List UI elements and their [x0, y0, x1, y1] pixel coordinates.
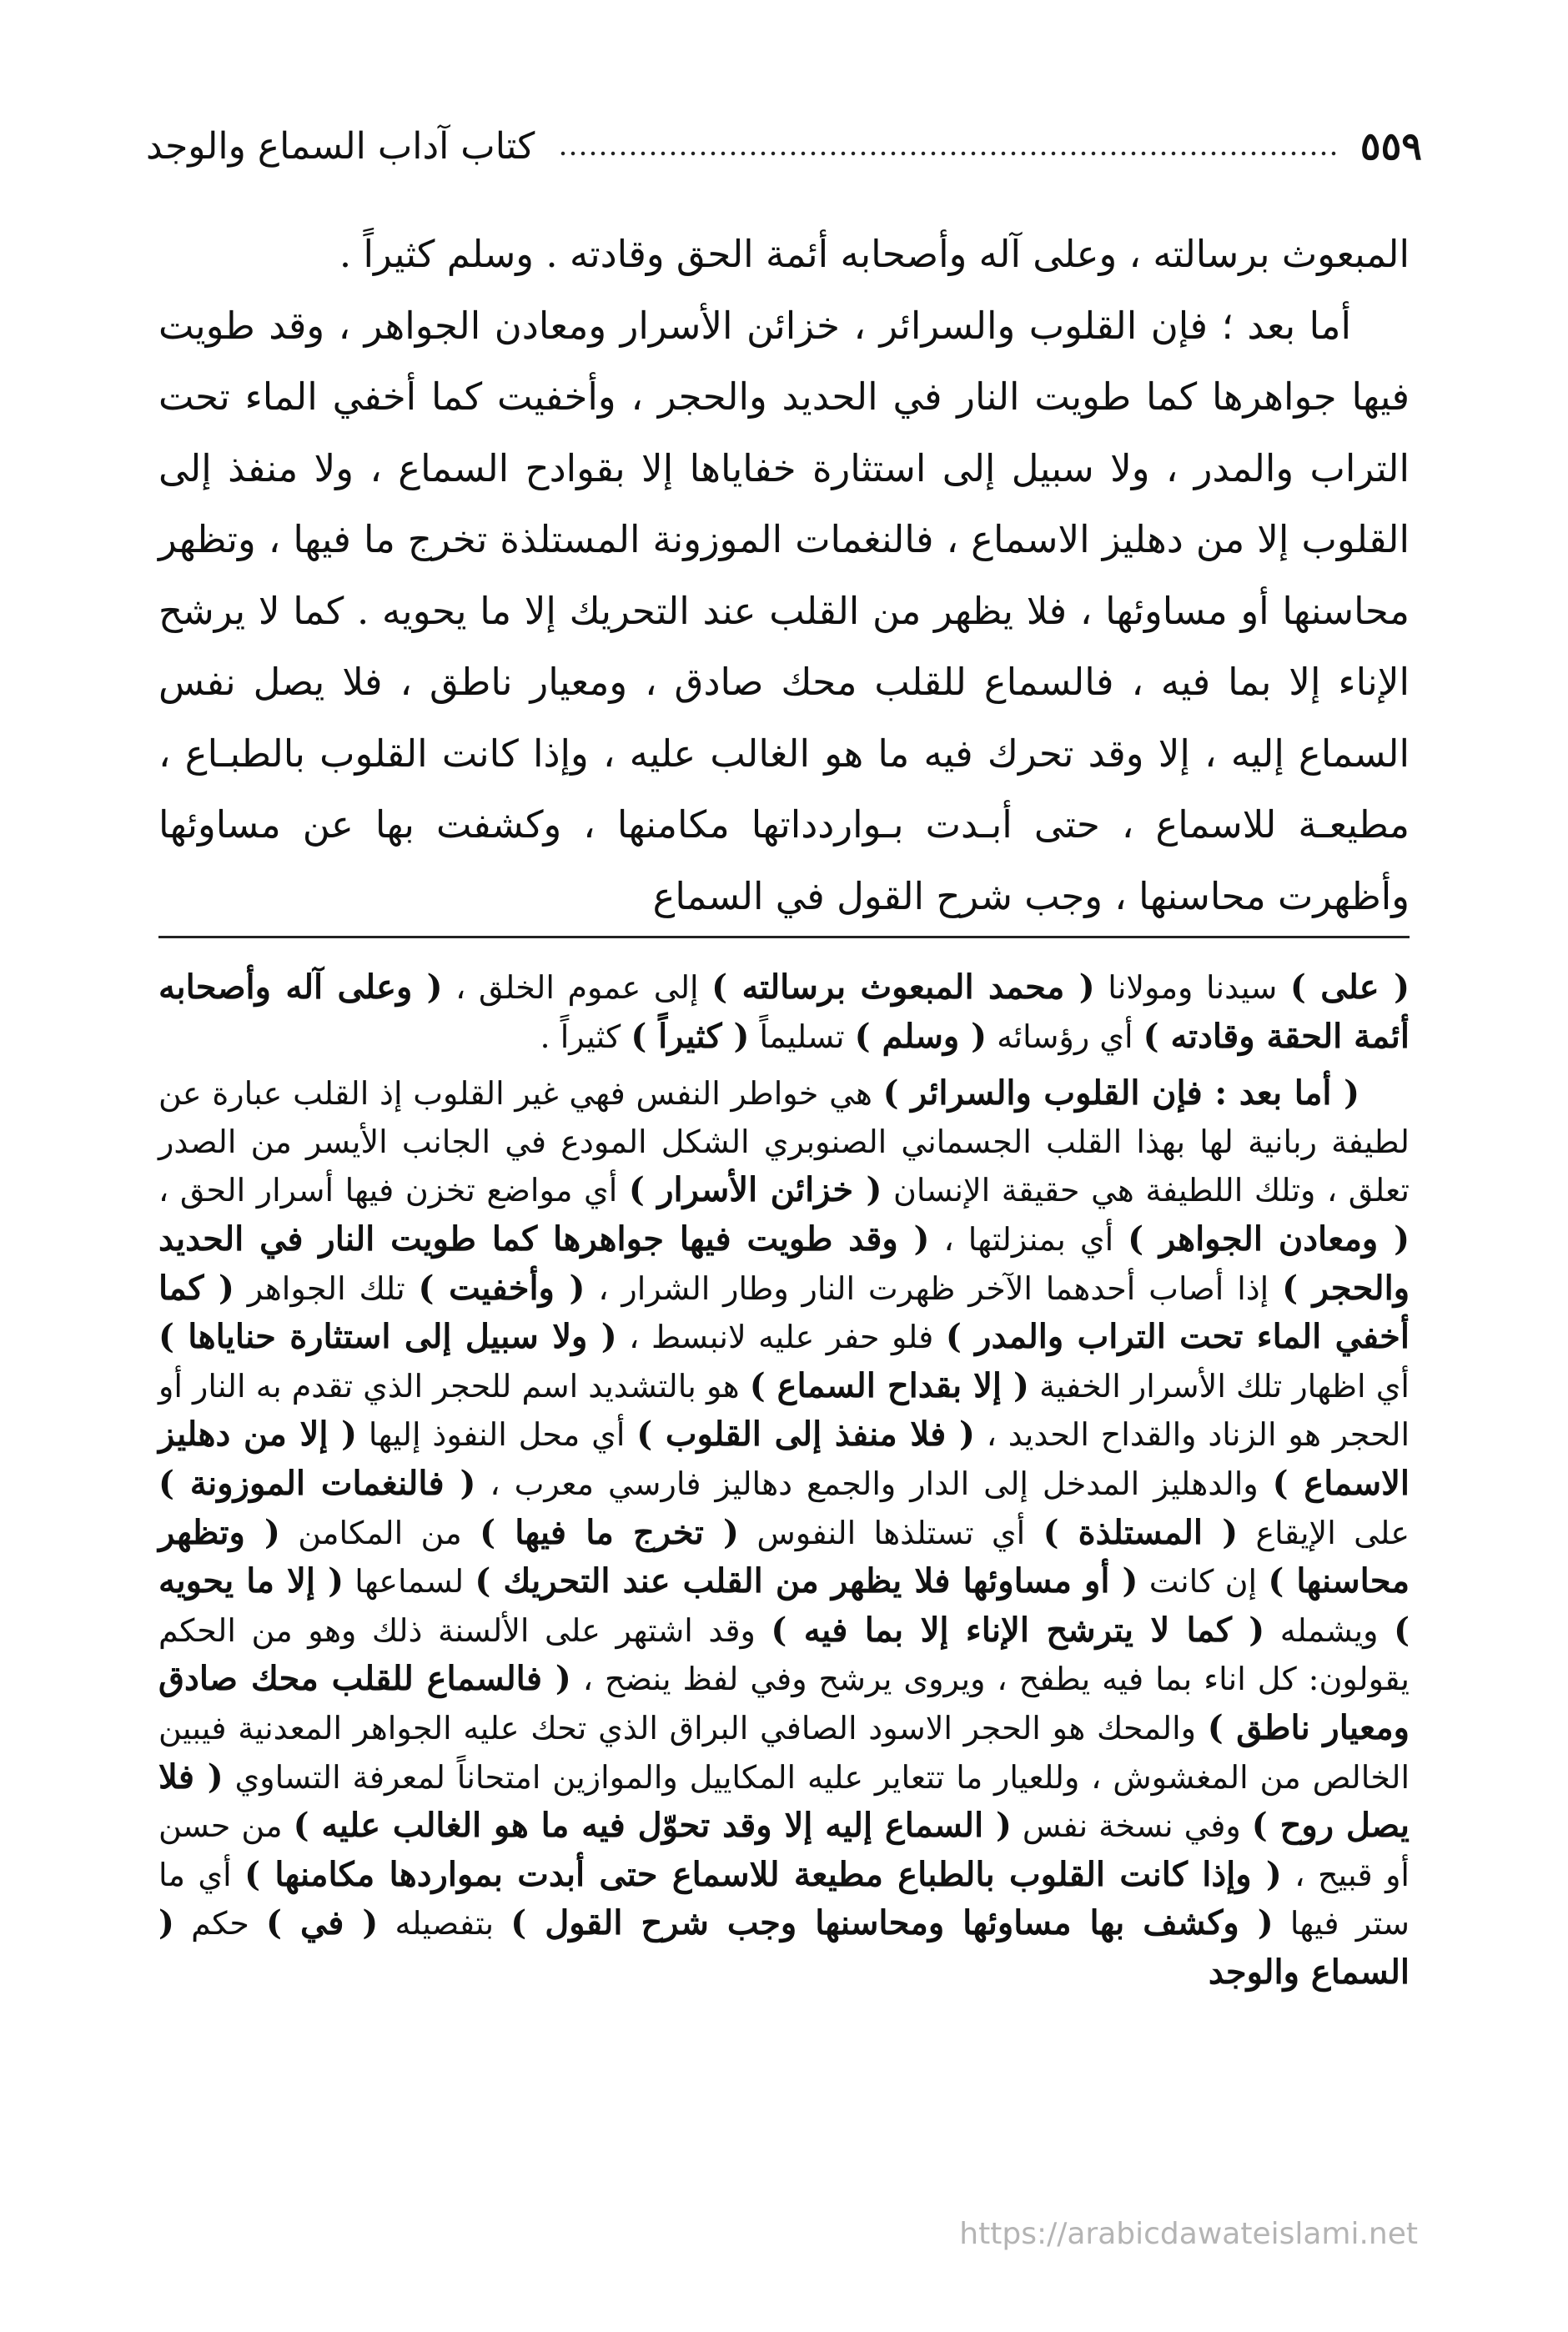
quoted-text: ( خزائن الأسرار ) — [628, 1170, 882, 1210]
commentary-text: هي خواطر النفس فهي غير القلوب إذ القلب عبارة عن لطيفة ربانية لها بهذا القلب الجسماني الصنوبري الشكل المودع في الجانب الأيسر من الصدر تعلق ، وتلك اللطيفة هي حقيقة الإنسان — [158, 1075, 1410, 1209]
commentary-text: أي بمنزلتها ، — [929, 1220, 1128, 1258]
commentary-text: ويشمله — [1264, 1611, 1395, 1649]
quoted-text: ( وأخفيت ) — [418, 1268, 585, 1308]
commentary-text: والمحك هو الحجر الاسود الصافي البراق الذي تحك عليه الجواهر المعدنية فيبين الخالص من المغشوش ، وللعيار ما تتعاير عليه المكاييل والموازين امتحاناً لمعرفة التساوي — [158, 1709, 1410, 1796]
quoted-text: ( تخرج ما فيها ) — [480, 1512, 739, 1552]
quoted-text: ( وكشف بها مساوئها ومحاسنها وجب شرح القول ) — [510, 1903, 1274, 1943]
commentary-text: أي محل النفوذ إليها — [357, 1416, 637, 1454]
commentary-text: إلى عموم الخلق ، — [442, 969, 712, 1006]
quoted-text: ( إلا بقداح السماع ) — [749, 1365, 1029, 1405]
commentary-text: من المكامن — [279, 1514, 480, 1551]
watermark-url: https://arabicdawateislami.net — [959, 2217, 1418, 2251]
quoted-text: ( أو مساوئها فلا يظهر من القلب عند التحريك ) — [475, 1561, 1138, 1601]
commentary-paragraph — [158, 963, 1410, 1061]
quoted-text: ( محمد المبعوث برسالته ) — [711, 967, 1095, 1007]
commentary-text: تسليماً — [749, 1018, 855, 1055]
commentary-text: أي رؤسائه — [987, 1018, 1143, 1055]
quoted-text: ( وعلى آله وأصحابه أئمة الحقة وقادته ) — [158, 967, 1410, 1056]
commentary-text: بتفصيله — [378, 1905, 511, 1942]
commentary-text: أي اظهار تلك الأسرار الخفية — [1028, 1367, 1410, 1405]
quoted-text: ( على ) — [1289, 967, 1410, 1007]
commentary-text: من حسن أو قبيح ، — [158, 1807, 1410, 1893]
commentary-text: هو بالتشديد اسم للحجر الذي تقدم به النار أو الحجر هو الزناد والقداح الحديد ، — [158, 1367, 1410, 1454]
commentary-text: حكم — [173, 1905, 267, 1942]
commentary-text: كثيراً . — [540, 1018, 631, 1055]
commentary-text: أي مواضع تخزن فيها أسرار الحق ، — [158, 1172, 629, 1209]
commentary-text: والدهليز المدخل إلى الدار والجمع دهاليز فارسي معرب ، — [475, 1465, 1273, 1502]
quoted-text: ( أما بعد : فإن القلوب والسرائر ) — [882, 1073, 1359, 1113]
page-number: ٥٥٩ — [1359, 123, 1422, 168]
quoted-text: ( فلا يصل روح ) — [158, 1757, 1410, 1846]
quoted-text: ( كما أخفي الماء تحت التراب والمدر ) — [158, 1268, 1410, 1357]
commentary-paragraph — [158, 1069, 1410, 1997]
footnote-divider — [158, 936, 1410, 938]
commentary-text: تلك الجواهر — [234, 1269, 419, 1307]
commentary-text: سيدنا ومولانا — [1094, 969, 1290, 1006]
quoted-text: ( السماع إليه إلا وقد تحوّل فيه ما هو الغالب عليه ) — [293, 1806, 1012, 1846]
quoted-text: ( كثيراً ) — [631, 1016, 750, 1056]
commentary-text: وقد اشتهر على الألسنة ذلك وهو من الحكم يقولون: كل اناء بما فيه يطفح ، ويروى يرشح وفي لفظ ينضح ، — [158, 1611, 1410, 1698]
quoted-text: ( إلا من دهليز الاسماع ) — [158, 1415, 1410, 1503]
quoted-text: ( ولا سبيل إلى استثارة حناياها ) — [158, 1317, 617, 1357]
main-paragraph: أما بعد ؛ فإن القلوب والسرائر ، خزائن الأسرار ومعادن الجواهر ، وقد طويت فيها جواهرها كما طويت النار في الحديد والحجر ، وأخفيت كما أخفي الماء تحت التراب والمدر ، ولا سبيل إلى استثارة خفاياها إلا بقوادح السماع ، ولا منفذ إلى القلوب إلا من دهليز الاسماع ، فالنغمات الموزونة المستلذة تخرج ما فيها ، وتظهر محاسنها أو مساوئها ، فلا يظهر من القلب عند التحريك إلا ما يحويه . كما لا يرشح الإناء إلا بما فيه ، فالسماع للقلب محك صادق ، ومعيار ناطق ، فلا يصل نفس السماع إليه ، إلا وقد تحرك فيه ما هو الغالب عليه ، وإذا كانت القلوب بالطبـاع ، مطيعـة للاسماع ، حتى أبـدت بـواردداتها مكامنها ، وكشفت بها عن مساوئها وأظهرت محاسنها ، وجب شرح القول في السماع — [158, 303, 1410, 918]
main-paragraph: المبعوث برسالته ، وعلى آله وأصحابه أئمة الحق وقادته . وسلم كثيراً . — [339, 232, 1410, 276]
quoted-text: ( السماع والوجد — [158, 1903, 1410, 1992]
quoted-text: ( إلا ما يحويه ) — [158, 1561, 1410, 1650]
quoted-text: ( في ) — [266, 1903, 379, 1943]
commentary-text: أي تستلذها النفوس — [738, 1514, 1043, 1551]
quoted-text: ( فالسماع للقلب محك صادق ومعيار ناطق ) — [158, 1659, 1410, 1747]
main-text — [158, 219, 1410, 932]
commentary-text: على الإيقاع — [1238, 1514, 1410, 1551]
quoted-text: ( فالنغمات الموزونة ) — [158, 1463, 476, 1503]
commentary — [158, 963, 1410, 2005]
quoted-text: ( فلا منفذ إلى القلوب ) — [636, 1415, 975, 1455]
book-title: كتاب آداب السماع والوجد — [146, 124, 535, 168]
quoted-text: ( وسلم ) — [854, 1016, 988, 1056]
quoted-text: ( وقد طويت فيها جواهرها كما طويت النار في الحديد والحجر ) — [158, 1219, 1410, 1308]
commentary-text: فلو حفر عليه لانبسط ، — [616, 1319, 946, 1356]
commentary-text: أي ما ستر فيها — [158, 1856, 1410, 1942]
commentary-text: وفي نسخة نفس — [1011, 1807, 1252, 1845]
commentary-text: إن كانت — [1138, 1563, 1269, 1601]
commentary-text: لسماعها — [344, 1563, 475, 1601]
quoted-text: ( وتظهر محاسنها ) — [158, 1512, 1410, 1601]
quoted-text: ( وإذا كانت القلوب بالطباع مطيعة للاسماع حتى أبدت بمواردها مكامنها ) — [244, 1854, 1282, 1894]
quoted-text: ( المستلذة ) — [1043, 1512, 1239, 1552]
commentary-text: إذا أصاب أحدهما الآخر ظهرت النار وطار الشرار ، — [585, 1269, 1283, 1307]
dotted-leader — [558, 149, 1337, 158]
quoted-text: ( كما لا يترشح الإناء إلا بما فيه ) — [771, 1610, 1265, 1650]
running-header — [146, 108, 1422, 183]
quoted-text: ( ومعادن الجواهر ) — [1128, 1219, 1410, 1259]
